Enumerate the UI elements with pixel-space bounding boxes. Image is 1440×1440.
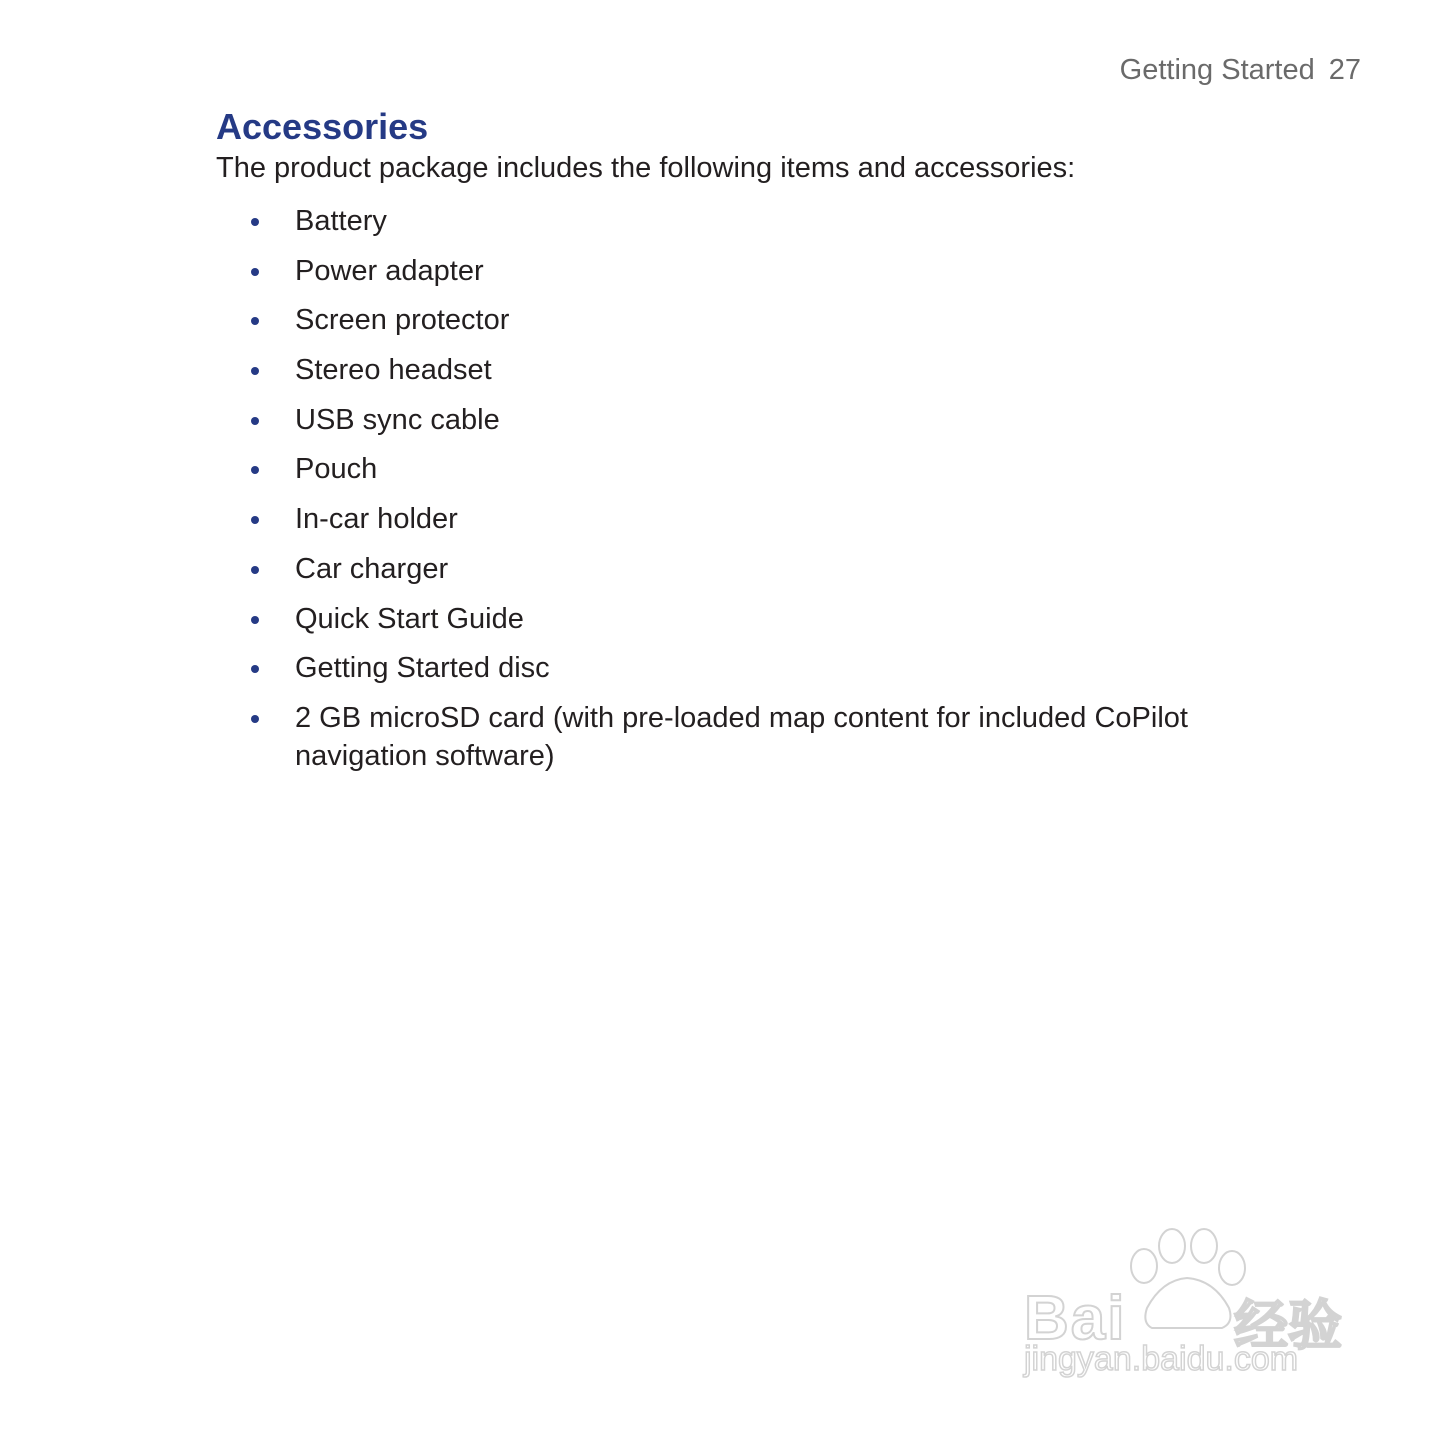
- list-item: Stereo headset: [216, 351, 1236, 389]
- watermark-url: jingyan.baidu.com: [1024, 1340, 1299, 1378]
- watermark-chinese: 经验: [1234, 1296, 1342, 1356]
- list-item: USB sync cable: [216, 401, 1236, 439]
- bullet-icon: [251, 317, 259, 325]
- list-item: In-car holder: [216, 500, 1236, 538]
- running-header: [1120, 54, 1361, 87]
- bullet-icon: [251, 417, 259, 425]
- list-item: Screen protector: [216, 301, 1236, 339]
- list-item: Battery: [216, 202, 1236, 240]
- list-item: Pouch: [216, 450, 1236, 488]
- list-item: Getting Started disc: [216, 649, 1236, 687]
- bullet-icon: [251, 715, 259, 723]
- watermark-brand: Bai: [1024, 1284, 1127, 1353]
- header-section-name: Getting Started: [1119, 54, 1315, 86]
- list-item: 2 GB microSD card (with pre-loaded map content for included CoPilot navigation software): [216, 699, 1236, 775]
- intro-text: The product package includes the following items and accessories:: [216, 152, 1076, 184]
- page-number: 27: [1328, 54, 1361, 86]
- bullet-icon: [251, 516, 259, 524]
- baidu-watermark: [1022, 1228, 1352, 1388]
- list-item: Quick Start Guide: [216, 600, 1236, 638]
- bullet-icon: [251, 466, 259, 474]
- bullet-icon: [251, 566, 259, 574]
- list-item: Car charger: [216, 550, 1236, 588]
- section-title: Accessories: [216, 106, 429, 147]
- bullet-icon: [251, 268, 259, 276]
- bullet-icon: [251, 665, 259, 673]
- list-item: Power adapter: [216, 252, 1236, 290]
- bullet-icon: [251, 616, 259, 624]
- paw-icon: [1122, 1228, 1252, 1338]
- accessories-list: [216, 202, 1236, 787]
- bullet-icon: [251, 218, 259, 226]
- bullet-icon: [251, 367, 259, 375]
